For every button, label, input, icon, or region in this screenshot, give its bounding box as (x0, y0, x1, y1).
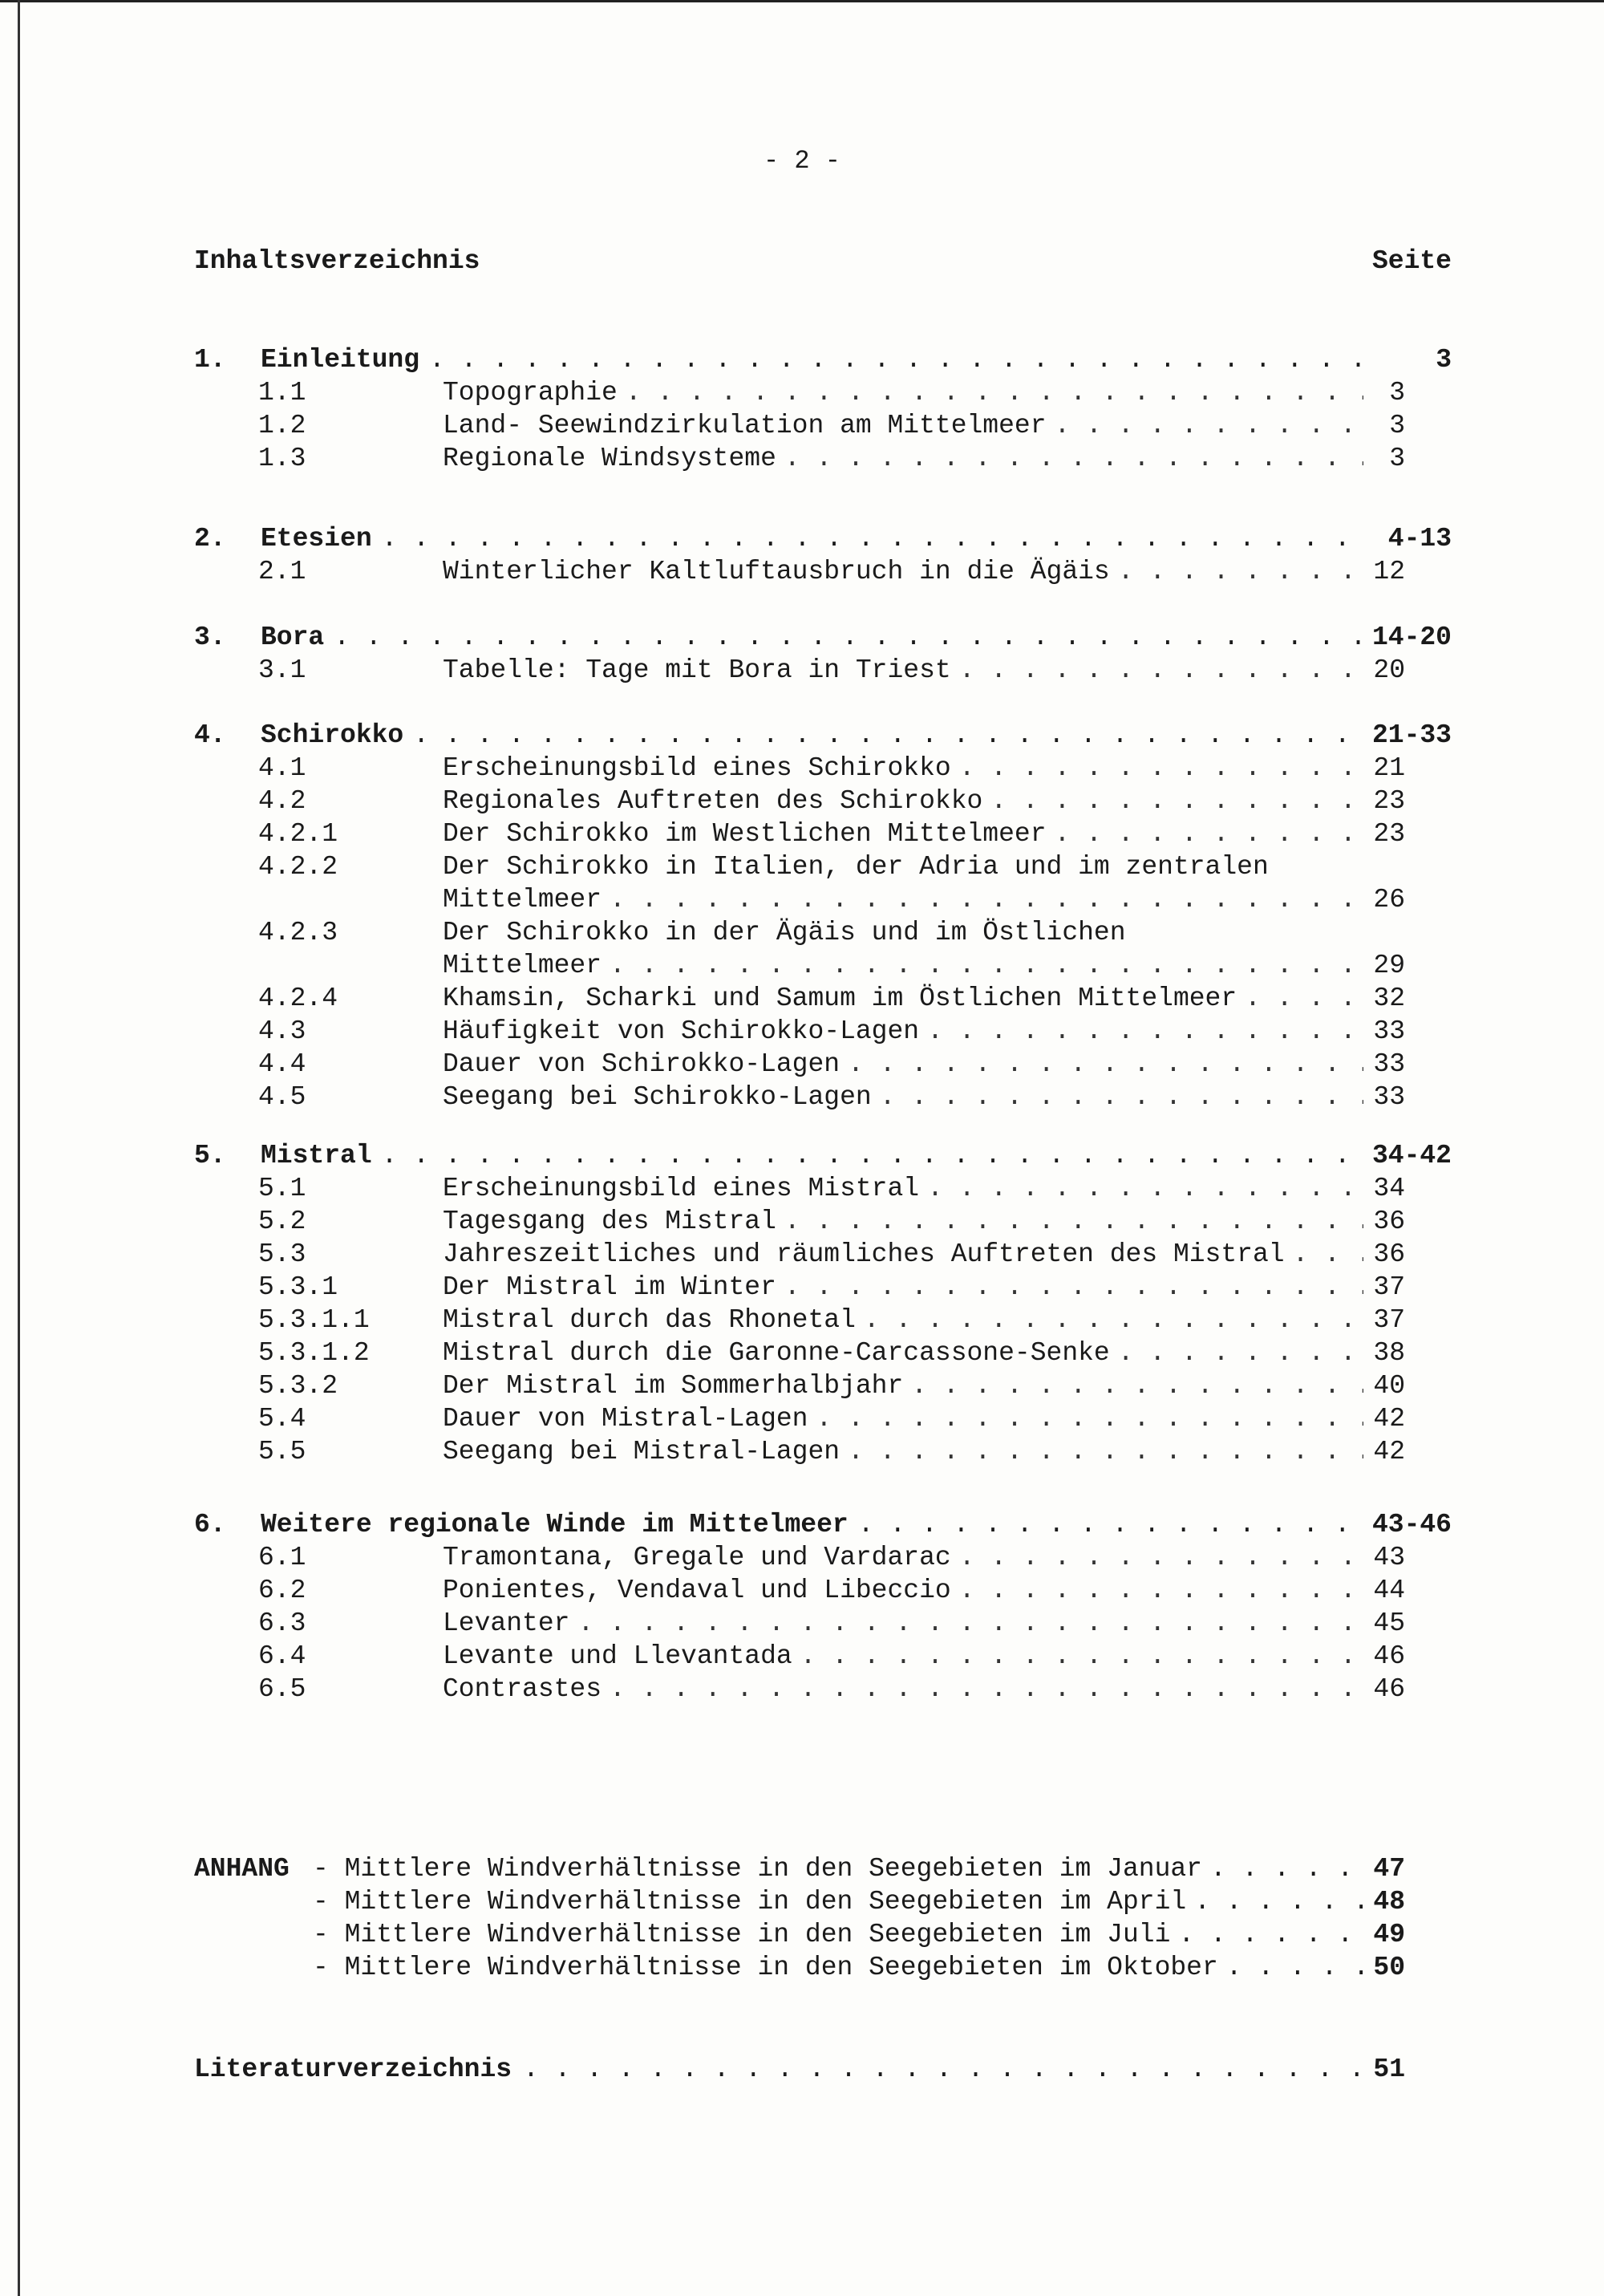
subsection-label: Der Schirokko in Italien, der Adria und im zentralen (443, 852, 1269, 882)
subsection-label: Regionale Windsysteme (443, 444, 776, 473)
subsection-page: 38 (1373, 1338, 1405, 1368)
subsection-label: Contrastes (443, 1674, 602, 1704)
anhang-item-page: 47 (1373, 1854, 1405, 1884)
subsection-number: 4.2.2 (258, 852, 338, 882)
subsection-number: 4.4 (258, 1049, 306, 1079)
subsection-label: Winterlicher Kaltluftausbruch in die Ägäis (443, 557, 1110, 586)
subsection-page: 12 (1373, 557, 1405, 586)
dot-leader (959, 1574, 1363, 1607)
subsection-label: Regionales Auftreten des Schirokko (443, 786, 983, 816)
dot-leader (784, 442, 1363, 475)
section-page: 43-46 (1371, 1510, 1452, 1539)
subsection-number: 2.1 (258, 557, 306, 586)
dot-leader (816, 1402, 1363, 1435)
subsection-entry (443, 817, 1363, 850)
subsection-page: 3 (1389, 444, 1405, 473)
section-entry (261, 343, 1363, 376)
toc-section-row (0, 343, 1604, 376)
section-number: 1. (194, 345, 226, 375)
dot-leader (1118, 1337, 1363, 1369)
subsection-page: 36 (1373, 1239, 1405, 1269)
toc-subsection-row (0, 916, 1604, 949)
anhang-item-label: - Mittlere Windverhältnisse in den Seegebieten im Juli (313, 1920, 1171, 1949)
subsection-entry (443, 442, 1363, 475)
toc-subsection-row (0, 752, 1604, 785)
subsection-page: 44 (1373, 1576, 1405, 1605)
section-entry (261, 719, 1363, 752)
subsection-entry (443, 949, 1363, 982)
subsection-page: 29 (1373, 951, 1405, 980)
subsection-label: Mistral durch das Rhonetal (443, 1305, 856, 1335)
page-column-header: Seite (1371, 246, 1452, 276)
subsection-entry (443, 1271, 1363, 1304)
subsection-entry (443, 1435, 1363, 1468)
dot-leader (1055, 817, 1363, 850)
subsection-label: Erscheinungsbild eines Mistral (443, 1174, 920, 1203)
subsection-number: 1.3 (258, 444, 306, 473)
subsection-page: 32 (1373, 984, 1405, 1013)
anhang-row (0, 1951, 1604, 1984)
section-entry (261, 621, 1363, 654)
anhang-item-label: - Mittlere Windverhältnisse in den Seegebieten im Oktober (313, 1953, 1218, 1982)
section-number: 2. (194, 524, 226, 554)
literature-entry (194, 2053, 1363, 2086)
subsection-page: 33 (1373, 1016, 1405, 1046)
dot-leader (959, 1541, 1363, 1574)
dot-leader (1118, 555, 1363, 588)
anhang-entry (313, 1918, 1363, 1951)
subsection-number: 5.1 (258, 1174, 306, 1203)
section-title: Mistral (261, 1141, 372, 1170)
anhang-row (0, 1852, 1604, 1885)
subsection-label: Erscheinungsbild eines Schirokko (443, 753, 951, 783)
subsection-entry (443, 1673, 1363, 1706)
anhang-item-label: - Mittlere Windverhältnisse in den Seegebieten im April (313, 1887, 1187, 1917)
subsection-page: 42 (1373, 1437, 1405, 1466)
subsection-number: 5.3.1.1 (258, 1305, 370, 1335)
anhang-label: ANHANG (194, 1854, 290, 1884)
literature-label: Literaturverzeichnis (194, 2055, 512, 2084)
page-number: - 2 - (763, 146, 840, 176)
dot-leader (959, 654, 1363, 687)
toc-subsection-row (0, 1541, 1604, 1574)
toc-subsection-row (0, 555, 1604, 588)
subsection-entry (443, 654, 1363, 687)
dot-leader (927, 1015, 1363, 1048)
subsection-label: Der Schirokko in der Ägäis und im Östlichen (443, 918, 1126, 947)
section-entry (261, 522, 1363, 555)
toc-subsection-row-continued (0, 949, 1604, 982)
subsection-number: 3.1 (258, 655, 306, 685)
section-number: 6. (194, 1510, 226, 1539)
dot-leader (880, 1081, 1363, 1114)
subsection-label: Seegang bei Schirokko-Lagen (443, 1082, 872, 1112)
section-number: 4. (194, 720, 226, 750)
subsection-page: 26 (1373, 885, 1405, 915)
subsection-number: 5.4 (258, 1404, 306, 1434)
dot-leader (858, 1508, 1363, 1541)
page-top-edge (0, 0, 1604, 2)
toc-subsection-row (0, 409, 1604, 442)
toc-subsection-row (0, 376, 1604, 409)
subsection-entry (443, 1640, 1363, 1673)
subsection-number: 4.5 (258, 1082, 306, 1112)
subsection-page: 37 (1373, 1272, 1405, 1302)
subsection-entry (443, 982, 1363, 1015)
dot-leader (959, 752, 1363, 785)
section-page: 4-13 (1387, 524, 1452, 554)
toc-subsection-row (0, 654, 1604, 687)
subsection-number: 6.3 (258, 1608, 306, 1638)
subsection-page: 3 (1389, 411, 1405, 440)
literature-page: 51 (1373, 2055, 1405, 2084)
subsection-number: 5.5 (258, 1437, 306, 1466)
subsection-page: 46 (1373, 1641, 1405, 1671)
section-title: Etesien (261, 524, 372, 554)
dot-leader (429, 343, 1363, 376)
section-title: Weitere regionale Winde im Mittelmeer (261, 1510, 849, 1539)
subsection-number: 6.1 (258, 1543, 306, 1572)
subsection-label: Mistral durch die Garonne-Carcassone-Senke (443, 1338, 1110, 1368)
section-entry (261, 1139, 1363, 1172)
subsection-number: 4.3 (258, 1016, 306, 1046)
dot-leader (1178, 1918, 1363, 1951)
dot-leader (784, 1205, 1363, 1238)
subsection-number: 6.4 (258, 1641, 306, 1671)
toc-subsection-row (0, 1607, 1604, 1640)
subsection-label: Dauer von Mistral-Lagen (443, 1404, 808, 1434)
subsection-page: 34 (1373, 1174, 1405, 1203)
subsection-entry (443, 1541, 1363, 1574)
subsection-label: Tabelle: Tage mit Bora in Triest (443, 655, 951, 685)
toc-subsection-row (0, 1015, 1604, 1048)
anhang-row (0, 1918, 1604, 1951)
dot-leader (1226, 1951, 1363, 1984)
subsection-entry (443, 1574, 1363, 1607)
subsection-page: 21 (1373, 753, 1405, 783)
dot-leader (927, 1172, 1363, 1205)
dot-leader (610, 949, 1363, 982)
toc-subsection-row (0, 1271, 1604, 1304)
anhang-item-page: 48 (1373, 1887, 1405, 1917)
anhang-entry (313, 1852, 1363, 1885)
subsection-label: Khamsin, Scharki und Samum im Östlichen Mittelmeer (443, 984, 1237, 1013)
toc-subsection-row (0, 1304, 1604, 1337)
toc-subsection-row (0, 850, 1604, 883)
dot-leader (1055, 409, 1363, 442)
anhang-entry (313, 1951, 1363, 1984)
dot-leader (848, 1435, 1363, 1468)
dot-leader (523, 2053, 1363, 2086)
subsection-label: Land- Seewindzirkulation am Mittelmeer (443, 411, 1047, 440)
dot-leader (784, 1271, 1363, 1304)
subsection-entry (443, 1369, 1363, 1402)
subsection-label: Jahreszeitliches und räumliches Auftreten des Mistral (443, 1239, 1285, 1269)
subsection-number: 1.1 (258, 378, 306, 408)
subsection-number: 4.1 (258, 753, 306, 783)
dot-leader (334, 621, 1363, 654)
subsection-entry (443, 785, 1363, 817)
subsection-page: 33 (1373, 1049, 1405, 1079)
subsection-label-continued: Mittelmeer (443, 885, 602, 915)
toc-section-row (0, 522, 1604, 555)
toc-subsection-row (0, 1205, 1604, 1238)
subsection-label: Der Mistral im Winter (443, 1272, 776, 1302)
subsection-label: Topographie (443, 378, 618, 408)
subsection-page: 43 (1373, 1543, 1405, 1572)
subsection-label: Dauer von Schirokko-Lagen (443, 1049, 840, 1079)
subsection-entry (443, 555, 1363, 588)
dot-leader (848, 1048, 1363, 1081)
anhang-item-page: 50 (1373, 1953, 1405, 1982)
subsection-label-continued: Mittelmeer (443, 951, 602, 980)
subsection-entry (443, 1081, 1363, 1114)
toc-section-row (0, 1139, 1604, 1172)
section-number: 3. (194, 623, 226, 652)
subsection-number: 5.3 (258, 1239, 306, 1269)
literature-row (0, 2053, 1604, 2086)
subsection-entry (443, 1172, 1363, 1205)
subsection-number: 6.5 (258, 1674, 306, 1704)
subsection-page: 3 (1389, 378, 1405, 408)
toc-subsection-row (0, 1574, 1604, 1607)
dot-leader (1293, 1238, 1363, 1271)
toc-subsection-row (0, 785, 1604, 817)
subsection-number: 6.2 (258, 1576, 306, 1605)
toc-subsection-row (0, 1048, 1604, 1081)
toc-subsection-row (0, 1673, 1604, 1706)
toc-subsection-row (0, 1172, 1604, 1205)
subsection-label: Ponientes, Vendaval und Libeccio (443, 1576, 951, 1605)
anhang-entry (313, 1885, 1363, 1918)
subsection-page: 20 (1373, 655, 1405, 685)
toc-section-row (0, 621, 1604, 654)
dot-leader (577, 1607, 1363, 1640)
dot-leader (911, 1369, 1363, 1402)
subsection-label: Levanter (443, 1608, 570, 1638)
subsection-number: 5.2 (258, 1207, 306, 1236)
subsection-label: Tramontana, Gregale und Vardarac (443, 1543, 951, 1572)
section-page: 3 (1436, 345, 1452, 375)
anhang-item-label: - Mittlere Windverhältnisse in den Seegebieten im Januar (313, 1854, 1202, 1884)
dot-leader (610, 883, 1363, 916)
subsection-entry (443, 1337, 1363, 1369)
subsection-page: 37 (1373, 1305, 1405, 1335)
subsection-number: 4.2 (258, 786, 306, 816)
toc-section-row (0, 1508, 1604, 1541)
dot-leader (610, 1673, 1363, 1706)
subsection-entry (443, 1238, 1363, 1271)
subsection-page: 42 (1373, 1404, 1405, 1434)
subsection-entry (443, 1402, 1363, 1435)
toc-subsection-row (0, 982, 1604, 1015)
subsection-entry (443, 1205, 1363, 1238)
dot-leader (1245, 982, 1363, 1015)
subsection-number: 4.2.4 (258, 984, 338, 1013)
subsection-entry (443, 1607, 1363, 1640)
toc-subsection-row (0, 1640, 1604, 1673)
anhang-item-page: 49 (1373, 1920, 1405, 1949)
subsection-label: Seegang bei Mistral-Lagen (443, 1437, 840, 1466)
dot-leader (626, 376, 1363, 409)
dot-leader (1194, 1885, 1363, 1918)
dot-leader (413, 719, 1363, 752)
section-page: 14-20 (1371, 623, 1452, 652)
toc-subsection-row (0, 1337, 1604, 1369)
subsection-number: 5.3.1 (258, 1272, 338, 1302)
dot-leader (382, 1139, 1363, 1172)
subsection-entry (443, 752, 1363, 785)
toc-title: Inhaltsverzeichnis (194, 246, 480, 276)
section-entry (261, 1508, 1363, 1541)
toc-subsection-row (0, 1081, 1604, 1114)
dot-leader (382, 522, 1363, 555)
dot-leader (864, 1304, 1363, 1337)
toc-subsection-row (0, 817, 1604, 850)
section-title: Schirokko (261, 720, 404, 750)
section-page: 21-33 (1371, 720, 1452, 750)
toc-subsection-row (0, 1402, 1604, 1435)
subsection-page: 40 (1373, 1371, 1405, 1401)
subsection-page: 46 (1373, 1674, 1405, 1704)
subsection-label: Der Schirokko im Westlichen Mittelmeer (443, 819, 1047, 849)
toc-subsection-row (0, 1435, 1604, 1468)
subsection-label: Häufigkeit von Schirokko-Lagen (443, 1016, 920, 1046)
subsection-page: 45 (1373, 1608, 1405, 1638)
section-page: 34-42 (1371, 1141, 1452, 1170)
section-number: 5. (194, 1141, 226, 1170)
subsection-page: 36 (1373, 1207, 1405, 1236)
subsection-entry (443, 376, 1363, 409)
subsection-entry (443, 1015, 1363, 1048)
subsection-page: 23 (1373, 786, 1405, 816)
toc-subsection-row (0, 1238, 1604, 1271)
section-title: Einleitung (261, 345, 420, 375)
anhang-row (0, 1885, 1604, 1918)
dot-leader (990, 785, 1363, 817)
subsection-entry (443, 883, 1363, 916)
subsection-number: 4.2.1 (258, 819, 338, 849)
subsection-number: 4.2.3 (258, 918, 338, 947)
subsection-label: Levante und Llevantada (443, 1641, 792, 1671)
toc-section-row (0, 719, 1604, 752)
subsection-page: 33 (1373, 1082, 1405, 1112)
section-title: Bora (261, 623, 325, 652)
subsection-entry (443, 1304, 1363, 1337)
subsection-entry (443, 409, 1363, 442)
toc-subsection-row (0, 442, 1604, 475)
subsection-number: 5.3.2 (258, 1371, 338, 1401)
subsection-page: 23 (1373, 819, 1405, 849)
dot-leader (1210, 1852, 1363, 1885)
toc-subsection-row-continued (0, 883, 1604, 916)
subsection-number: 5.3.1.2 (258, 1338, 370, 1368)
toc-subsection-row (0, 1369, 1604, 1402)
subsection-entry (443, 1048, 1363, 1081)
subsection-label: Der Mistral im Sommerhalbjahr (443, 1371, 904, 1401)
subsection-number: 1.2 (258, 411, 306, 440)
dot-leader (800, 1640, 1363, 1673)
subsection-label: Tagesgang des Mistral (443, 1207, 776, 1236)
